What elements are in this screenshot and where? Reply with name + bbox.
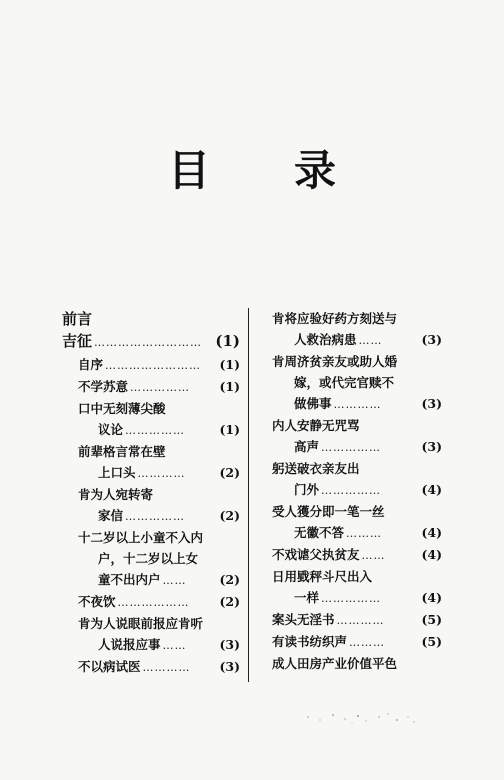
toc-entry [62, 354, 240, 376]
toc-entry-continuation [272, 587, 442, 609]
toc-page-number: (5) [421, 634, 442, 649]
toc-leader-dots: …………… [321, 484, 382, 497]
toc-entry [62, 398, 240, 419]
toc-entry [62, 656, 240, 678]
title-char-1: 目 [167, 146, 210, 195]
toc-entry [272, 544, 442, 566]
toc-entry-text: 成人田房产业价值平色 [272, 656, 398, 671]
toc-page-number: (3) [421, 332, 442, 347]
toc-entry-continuation [62, 548, 240, 569]
toc-leader-dots: …… [162, 639, 187, 652]
toc-page-number: (3) [421, 439, 442, 454]
toc-entry-text: 十二岁以上小童不入内 [78, 530, 204, 545]
toc-page-number: (3) [219, 659, 240, 674]
toc-left-column [62, 308, 240, 678]
toc-entry-text: 人救治病患 [294, 332, 357, 347]
toc-entry-text: 人说报应事 [98, 637, 161, 652]
toc-entry [272, 566, 442, 587]
toc-page-number: (5) [421, 612, 442, 627]
toc-entry-text: 日用戥秤斗尺出入 [272, 569, 373, 584]
toc-entry-text: 一样 [294, 590, 320, 605]
toc-right-column [272, 308, 442, 674]
toc-leader-dots: ………… [336, 614, 385, 627]
toc-entry-jizheng [62, 330, 240, 354]
toc-leader-dots: …………………… [105, 359, 202, 372]
toc-entry-text: 议论 [98, 422, 124, 437]
toc-leader-dots: …… [358, 334, 383, 347]
toc-leader-dots: …… [361, 549, 386, 562]
toc-entry-text: 童不出内户 [98, 572, 161, 587]
toc-entry-text: 有读书纺织声 [272, 634, 348, 649]
toc-leader-dots: …………… [130, 381, 191, 394]
title-char-2: 录 [294, 146, 337, 195]
toc-entry-text: 肯为人宛转寄 [78, 487, 154, 502]
toc-entry-continuation [62, 634, 240, 656]
toc-leader-dots: ……………… [117, 596, 190, 609]
toc-entry-continuation [62, 419, 240, 441]
toc-entry-text: 不夜饮 [78, 594, 116, 609]
toc-leader-dots: ……………………… [94, 336, 203, 349]
column-divider [248, 308, 249, 682]
toc-entry-continuation [272, 393, 442, 415]
toc-entry [272, 308, 442, 329]
toc-entry-text: 肯为人说眼前报应肯听 [78, 616, 204, 631]
toc-leader-dots: ………… [142, 661, 191, 674]
toc-entry [62, 441, 240, 462]
toc-entry [272, 609, 442, 631]
toc-page-number: (4) [421, 590, 442, 605]
toc-entry [272, 351, 442, 372]
toc-entry-text: 嫁，或代完官赎不 [294, 375, 395, 390]
toc-entry [272, 631, 442, 653]
toc-leader-dots: ………… [333, 398, 382, 411]
toc-entry-continuation [62, 569, 240, 591]
scan-noise-specks [300, 708, 420, 726]
toc-entry [62, 591, 240, 613]
toc-entry-continuation [272, 522, 442, 544]
toc-entry-text: 躬送破衣亲友出 [272, 461, 360, 476]
toc-entry-text: 无徽不答 [294, 525, 345, 540]
toc-entry [272, 501, 442, 522]
toc-entry-text: 口中无刻薄尖酸 [78, 401, 166, 416]
toc-leader-dots: …………… [125, 424, 186, 437]
toc-page-number: (1) [219, 379, 240, 394]
toc-entry [62, 613, 240, 634]
toc-entry-text: 家信 [98, 508, 124, 523]
toc-leader-dots: …………… [125, 510, 186, 523]
toc-page-number: (2) [219, 465, 240, 480]
toc-leader-dots: …… [162, 574, 187, 587]
toc-entry-text: 做佛事 [294, 396, 332, 411]
toc-entry [62, 376, 240, 398]
toc-entry-preface [62, 308, 240, 330]
toc-page-number: (1) [219, 357, 240, 372]
toc-entry-continuation [272, 436, 442, 458]
toc-entry-text: 高声 [294, 439, 320, 454]
toc-entry [272, 653, 442, 674]
page-title [0, 138, 504, 198]
toc-entry-text: 内人安静无咒骂 [272, 418, 360, 433]
toc-leader-dots: ……… [346, 527, 383, 540]
toc-entry-text: 户，十二岁以上女 [98, 551, 199, 566]
toc-entry-text: 前辈格言常在壁 [78, 444, 166, 459]
toc-entry-continuation [62, 505, 240, 527]
toc-entry-text: 前言 [62, 310, 93, 328]
toc-entry [272, 458, 442, 479]
toc-entry [272, 415, 442, 436]
toc-leader-dots: …………… [321, 592, 382, 605]
toc-page-number: (1) [215, 332, 240, 350]
toc-entry-text: 自序 [78, 357, 104, 372]
toc-page-number: (2) [219, 572, 240, 587]
toc-page-number: (2) [219, 508, 240, 523]
toc-entry-continuation [62, 462, 240, 484]
toc-leader-dots: …………… [321, 441, 382, 454]
toc-entry-text: 肯将应验好药方刻送与 [272, 311, 398, 326]
toc-entry [62, 527, 240, 548]
toc-page-number: (4) [421, 482, 442, 497]
toc-page-number: (1) [219, 422, 240, 437]
toc-leader-dots: ………… [137, 467, 186, 480]
toc-entry-text: 不戏谑父执贫友 [272, 547, 360, 562]
toc-entry-text: 受人獲分即一笔一丝 [272, 504, 385, 519]
toc-page-number: (4) [421, 547, 442, 562]
toc-entry [62, 484, 240, 505]
toc-entry-text: 肯周济贫亲友或助人婚 [272, 354, 398, 369]
toc-page-number: (3) [421, 396, 442, 411]
toc-page-number: (3) [219, 637, 240, 652]
toc-entry-continuation [272, 372, 442, 393]
toc-entry-text: 上口头 [98, 465, 136, 480]
toc-entry-text: 不学苏意 [78, 379, 129, 394]
toc-entry-text: 不以病试医 [78, 659, 141, 674]
toc-entry-continuation [272, 479, 442, 501]
toc-entry-text: 吉征 [62, 332, 93, 350]
toc-page-number: (2) [219, 594, 240, 609]
toc-entry-continuation [272, 329, 442, 351]
toc-page-number: (4) [421, 525, 442, 540]
toc-entry-text: 门外 [294, 482, 320, 497]
toc-leader-dots: ……… [349, 636, 386, 649]
toc-entry-text: 案头无淫书 [272, 612, 335, 627]
